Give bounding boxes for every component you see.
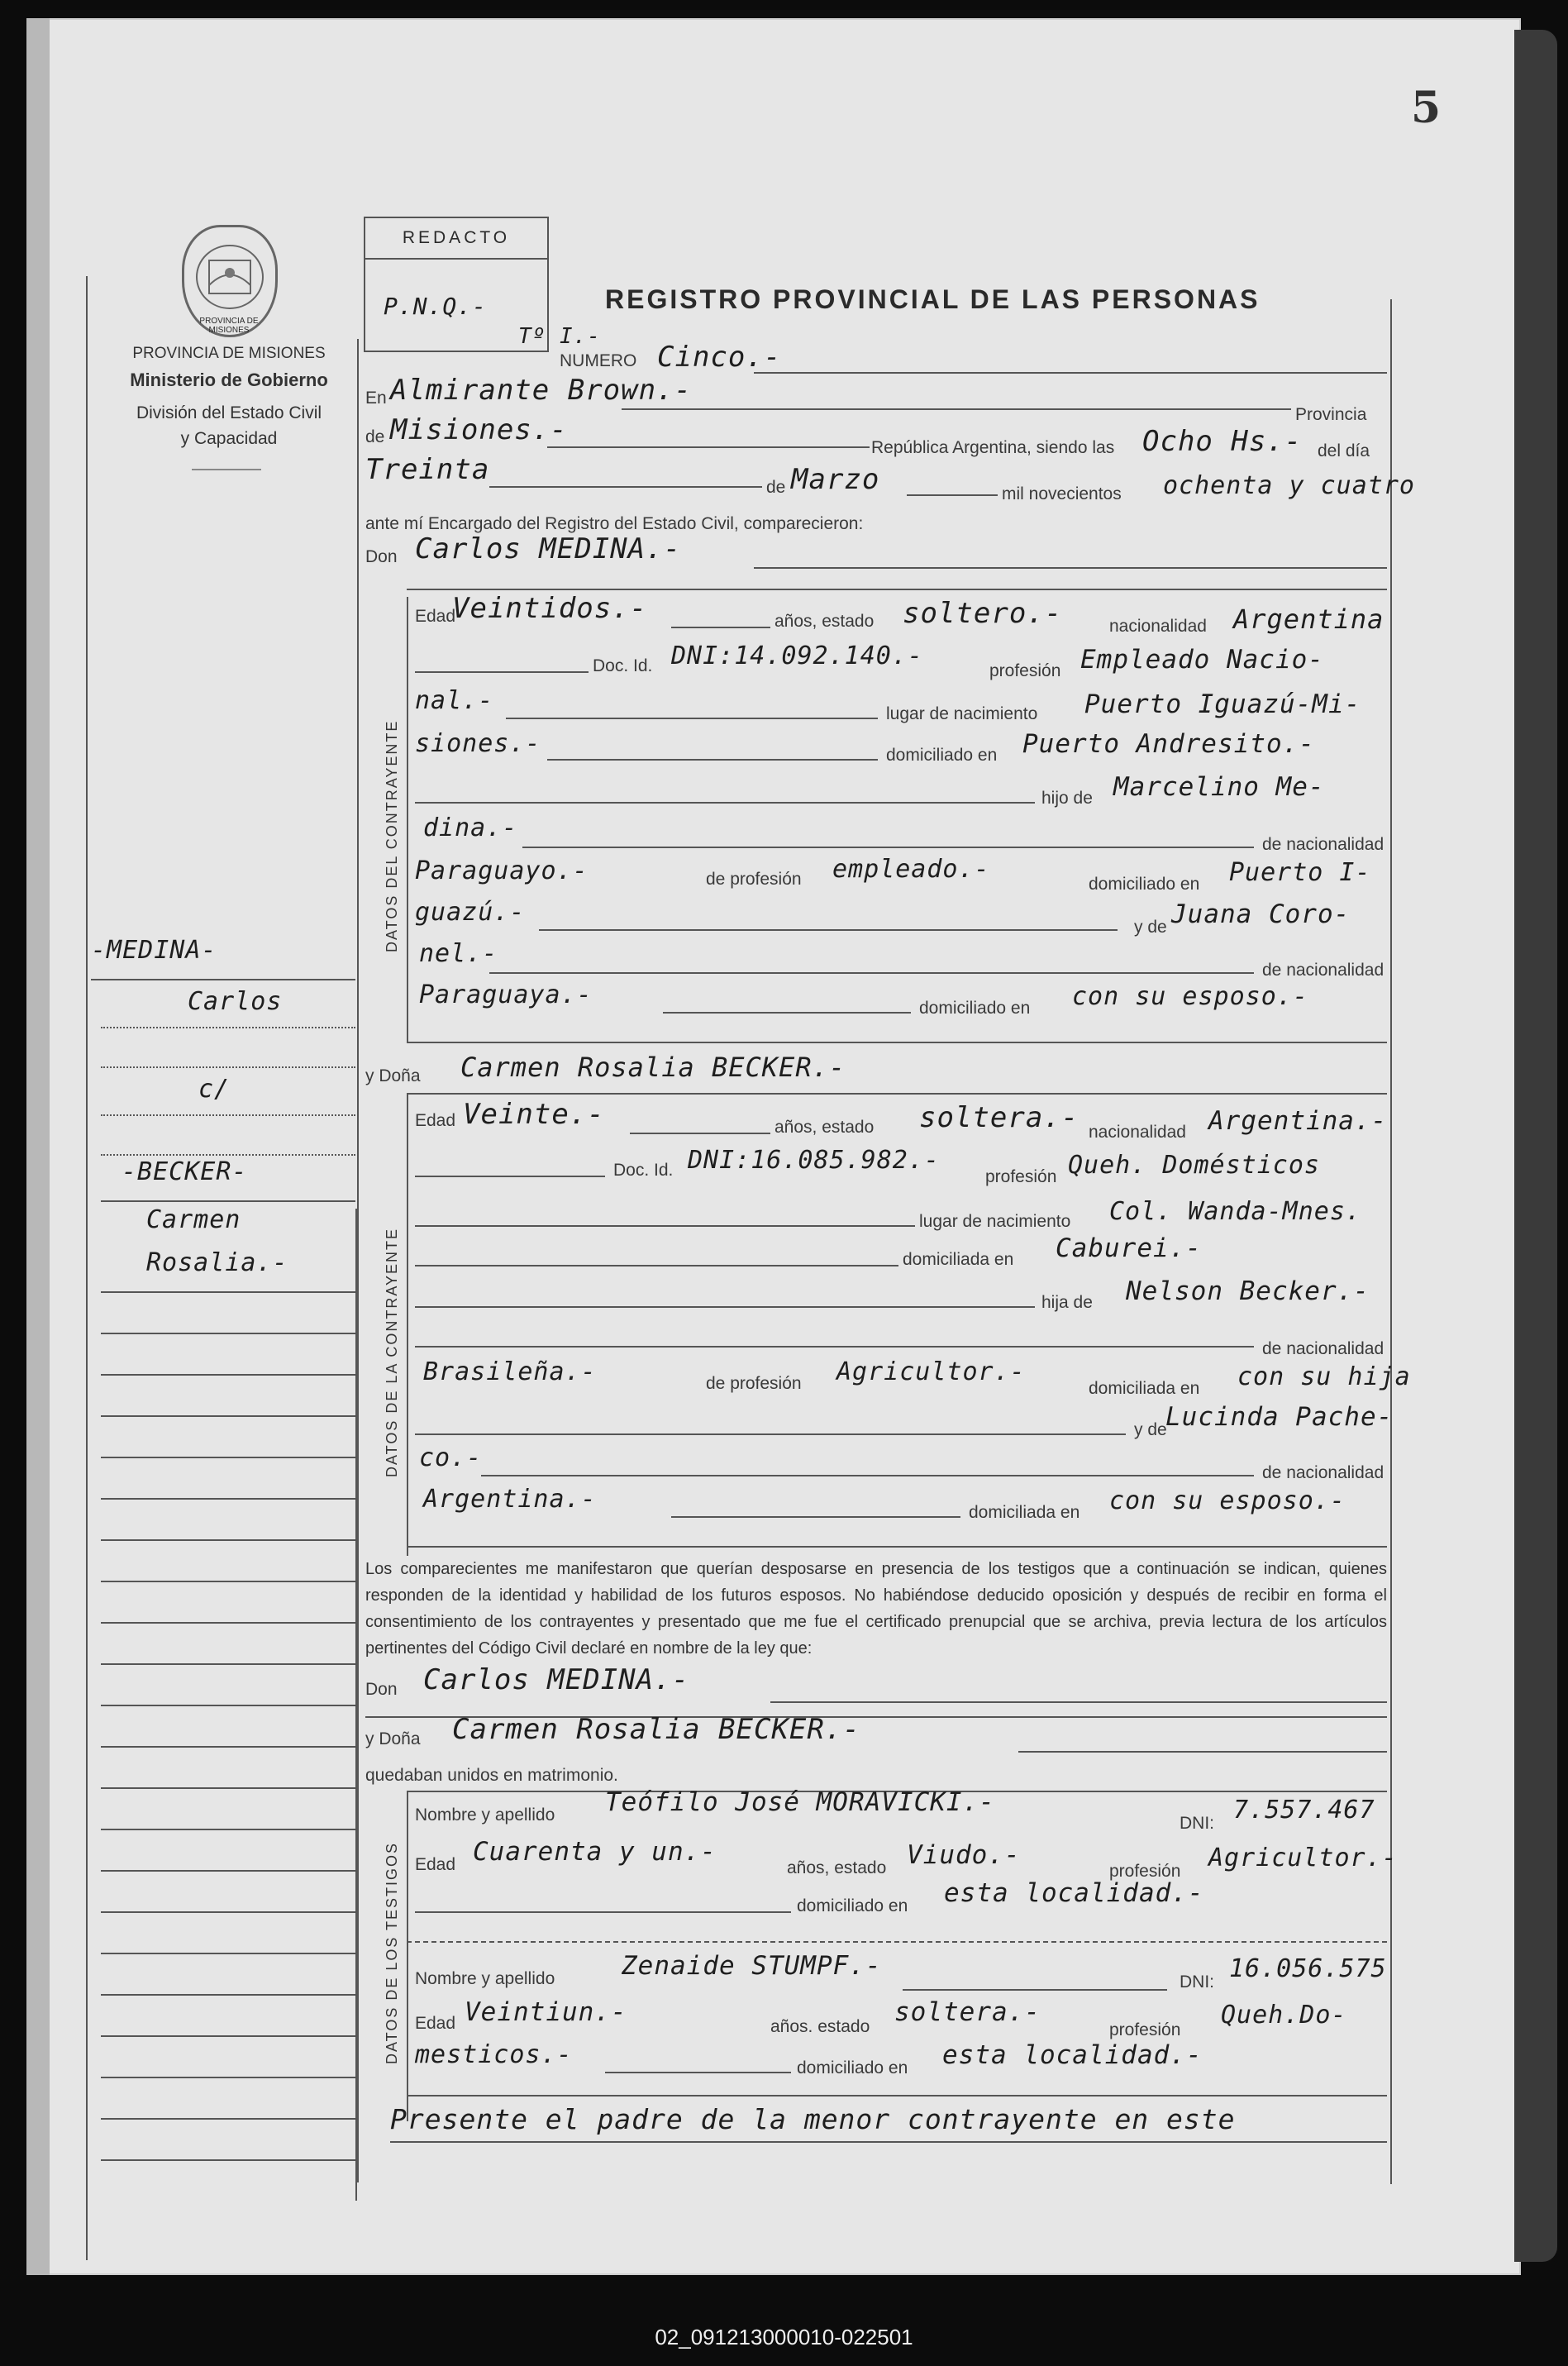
republica-label: República Argentina, siendo las: [871, 438, 1115, 457]
bride-nationality: Argentina.-: [1208, 1106, 1388, 1136]
margin-rule: [86, 276, 88, 2260]
bride-yde-label: y de: [1134, 1420, 1167, 1439]
w1-doc-label: DNI:: [1180, 1814, 1214, 1833]
bride-mother-a: Lucinda Pache-: [1165, 1402, 1394, 1432]
groom-mother-domicile: con su esposo.-: [1072, 982, 1308, 1011]
groom-profession-b: nal.-: [415, 686, 494, 715]
w2-name-label: Nombre y apellido: [415, 1969, 555, 1988]
bride-hija-label: hija de: [1041, 1293, 1093, 1312]
groom-yde-label: y de: [1134, 918, 1167, 937]
bride-father-domicile: con su hija: [1237, 1362, 1411, 1391]
statement-paragraph: Los comparecientes me manifestaron que querían desposarse en presencia de los testigos que a continuación se indican, quienes responden de la identidad y habilidad de los futuros esposos. No habiéndose deducido oposición y después de recibir en forma el consentimiento de los contrayentes y presentado que me fue el certificado prenupcial que se archiva, previa lectura de los artículos pertinentes del Código Civil declaré en nombre de la ley que:: [365, 1560, 1387, 1658]
w2-edad-label: Edad: [415, 2014, 456, 2033]
w2-doc-label: DNI:: [1180, 1972, 1214, 1992]
page-number: 5: [1411, 83, 1442, 133]
act-day: Treinta: [365, 453, 490, 486]
act-province: Misiones.-: [390, 413, 568, 446]
bride-domicile: Caburei.-: [1056, 1233, 1202, 1263]
witness1-status: Viudo.-: [907, 1840, 1021, 1870]
groom-nationality: Argentina: [1233, 603, 1385, 635]
margin-groom-name: Carlos: [188, 987, 283, 1016]
w1-dom-label: domiciliado en: [797, 1896, 908, 1915]
groom-mother-a: Juana Coro-: [1171, 899, 1351, 929]
register-page: [26, 18, 1521, 2275]
groom-domicile: Puerto Andresito.-: [1022, 729, 1315, 759]
w1-prof-label: profesión: [1109, 1862, 1181, 1881]
groom-father-domicile-a: Puerto I-: [1229, 858, 1371, 887]
main-frame-right: [1390, 299, 1392, 2184]
groom-prof-label: profesión: [989, 661, 1061, 680]
groom-father-profession: empleado.-: [832, 855, 990, 884]
groom-edad-label: Edad: [415, 607, 456, 626]
provincia-label: Provincia: [1295, 405, 1367, 424]
groom-document: DNI:14.092.140.-: [671, 642, 923, 670]
groom-status: soltero.-: [903, 597, 1063, 630]
del-dia-label: del día: [1318, 441, 1370, 460]
margin-connector: c/: [198, 1075, 231, 1104]
margin-bride-name-a: Carmen: [146, 1205, 241, 1234]
stamp-label: REDACTO: [402, 228, 511, 247]
book-cover-edge: [1514, 30, 1557, 2262]
en-label: En: [365, 389, 387, 408]
division-name: División del Estado Civil: [136, 403, 322, 422]
w2-dom-label: domiciliado en: [797, 2058, 908, 2077]
ministry-name: Ministerio de Gobierno: [130, 369, 328, 390]
witness2-profession-a: Queh.Do-: [1221, 2001, 1347, 2030]
w2-estado-label: años. estado: [770, 2017, 870, 2036]
don-label: Don: [365, 547, 398, 566]
groom-fullname: Carlos MEDINA.-: [415, 532, 682, 565]
groom-mother-dom-label: domiciliado en: [919, 999, 1031, 1018]
bride-dom-label: domiciliada en: [903, 1250, 1014, 1269]
bride-mother-nationality: Argentina.-: [423, 1485, 597, 1514]
margin-bride-name-b: Rosalia.-: [146, 1248, 288, 1277]
dona-label: y Doña: [365, 1066, 421, 1085]
groom-section-label: DATOS DEL CONTRAYENTE: [384, 719, 400, 952]
groom-estado-label: años, estado: [774, 612, 875, 631]
w1-edad-label: Edad: [415, 1855, 456, 1874]
act-number: Cinco.-: [657, 341, 782, 374]
bride-nac-label: nacionalidad: [1089, 1123, 1186, 1142]
de-label: de: [365, 427, 385, 446]
witness2-status: soltera.-: [894, 1997, 1041, 2027]
w1-name-label: Nombre y apellido: [415, 1806, 555, 1825]
bride-father-prof-label: de profesión: [706, 1374, 802, 1393]
bride-prof-label: profesión: [985, 1167, 1057, 1186]
bride-status: soltera.-: [919, 1101, 1079, 1134]
groom-mother-b: nel.-: [419, 939, 498, 968]
ministry-header: [84, 342, 374, 452]
witness1-domicile: esta localidad.-: [944, 1878, 1204, 1908]
bride-estado-label: años, estado: [774, 1118, 875, 1137]
groom-birthplace-b: siones.-: [415, 729, 541, 758]
act-hour: Ocho Hs.-: [1142, 425, 1303, 458]
groom-dom-label: domiciliado en: [886, 746, 998, 765]
bride-mother-nac-label: de nacionalidad: [1262, 1463, 1385, 1482]
union-groom: Carlos MEDINA.-: [423, 1663, 690, 1696]
act-place: Almirante Brown.-: [390, 374, 692, 407]
groom-father-dom-label: domiciliado en: [1089, 875, 1200, 894]
act-year: ochenta y cuatro: [1163, 471, 1415, 500]
bride-mother-domicile: con su esposo.-: [1109, 1486, 1346, 1515]
province-seal-icon: [182, 225, 278, 337]
bride-father-dom-label: domiciliada en: [1089, 1379, 1200, 1398]
w1-estado-label: años, estado: [787, 1858, 887, 1877]
bride-document: DNI:16.085.982.-: [688, 1146, 940, 1175]
bride-mother-b: co.-: [419, 1443, 483, 1472]
witness1-age: Cuarenta y un.-: [473, 1837, 717, 1867]
stamp-handwritten: P.N.Q.-: [384, 293, 488, 320]
margin-groom-surname: -MEDINA-: [91, 936, 217, 965]
mil-label: mil novecientos: [1002, 484, 1122, 503]
groom-lugar-label: lugar de nacimiento: [886, 704, 1038, 723]
groom-doc-label: Doc. Id.: [593, 656, 653, 675]
bride-doc-label: Doc. Id.: [613, 1161, 674, 1180]
footer-image-id: 02_091213000010-022501: [655, 2325, 913, 2349]
tomo: Tº I.-: [518, 324, 601, 349]
bride-father: Nelson Becker.-: [1126, 1276, 1370, 1306]
groom-age: Veintidos.-: [452, 592, 648, 625]
groom-father-a: Marcelino Me-: [1113, 772, 1325, 802]
groom-nac-label: nacionalidad: [1109, 617, 1207, 636]
handwritten-note: Presente el padre de la menor contrayente en este: [390, 2103, 1236, 2135]
bride-section-label: DATOS DE LA CONTRAYENTE: [384, 1227, 400, 1477]
book-spine: [26, 18, 50, 2275]
witness2-name: Zenaide STUMPF.-: [622, 1951, 882, 1981]
province-name: PROVINCIA DE MISIONES: [132, 345, 326, 362]
groom-father-b: dina.-: [423, 813, 518, 842]
groom-father-prof-label: de profesión: [706, 870, 802, 889]
witness2-age: Veintiun.-: [465, 1997, 627, 2027]
bride-birthplace: Col. Wanda-Mnes.: [1109, 1197, 1361, 1226]
margin-bride-surname: -BECKER-: [122, 1157, 248, 1186]
witness-section-label: DATOS DE LOS TESTIGOS: [384, 1841, 400, 2064]
witness2-document: 16.056.575: [1229, 1954, 1387, 1983]
bride-edad-label: Edad: [415, 1111, 456, 1130]
bride-mother-dom-label: domiciliada en: [969, 1503, 1080, 1522]
capacity-name: y Capacidad: [180, 429, 278, 448]
groom-mother-nationality: Paraguaya.-: [419, 980, 593, 1009]
numero-label: NUMERO: [560, 351, 637, 370]
bride-lugar-label: lugar de nacimiento: [919, 1212, 1071, 1231]
bride-father-nac-label: de nacionalidad: [1262, 1339, 1385, 1358]
bride-age: Veinte.-: [463, 1098, 605, 1131]
witness2-profession-b: mesticos.-: [415, 2040, 573, 2069]
witness1-name: Teófilo José MORAVICKI.-: [605, 1787, 995, 1817]
groom-father-nac-label: de nacionalidad: [1262, 835, 1385, 854]
groom-mother-nac-label: de nacionalidad: [1262, 961, 1385, 980]
union-dona-label: y Doña: [365, 1729, 421, 1748]
de-mes-label: de: [766, 478, 786, 497]
union-bride: Carmen Rosalia BECKER.-: [452, 1713, 860, 1746]
register-title: REGISTRO PROVINCIAL DE LAS PERSONAS: [605, 284, 1261, 314]
bride-father-nationality: Brasileña.-: [423, 1357, 597, 1386]
witness1-document: 7.557.467: [1233, 1796, 1375, 1825]
bride-father-profession: Agricultor.-: [836, 1357, 1026, 1386]
groom-birthplace-a: Puerto Iguazú-Mi-: [1084, 689, 1361, 719]
quedaban-label: quedaban unidos en matrimonio.: [365, 1766, 618, 1785]
act-month: Marzo: [791, 463, 880, 496]
bride-fullname: Carmen Rosalia BECKER.-: [460, 1052, 846, 1083]
groom-profession-a: Empleado Nacio-: [1080, 645, 1324, 675]
seal-text: PROVINCIA DE MISIONES: [199, 317, 259, 335]
main-frame-left: [357, 339, 359, 2182]
w2-prof-label: profesión: [1109, 2020, 1181, 2039]
bride-profession: Queh. Domésticos: [1068, 1151, 1320, 1180]
groom-hijo-label: hijo de: [1041, 789, 1093, 808]
witness2-domicile: esta localidad.-: [942, 2040, 1203, 2070]
groom-father-nationality: Paraguayo.-: [415, 856, 589, 885]
ante-label: ante mí Encargado del Registro del Estado Civil, comparecieron:: [365, 514, 864, 533]
witness1-profession: Agricultor.-: [1208, 1844, 1398, 1872]
union-don-label: Don: [365, 1680, 398, 1699]
groom-father-domicile-b: guazú.-: [415, 898, 526, 927]
